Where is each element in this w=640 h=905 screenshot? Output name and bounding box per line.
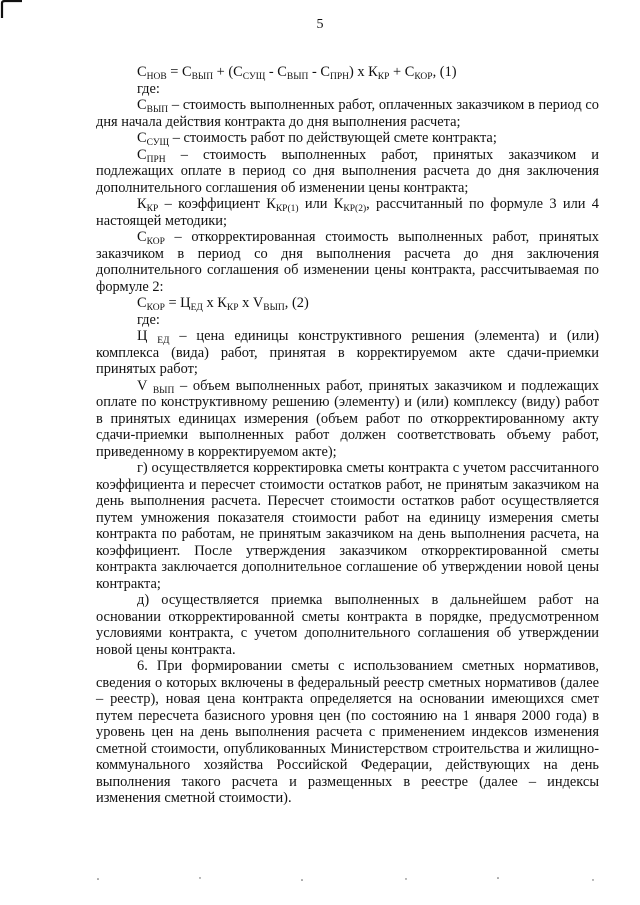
subscript: КР(2) [343,204,367,214]
subscript: СУЩ [242,72,266,82]
subscript: КР [146,204,159,214]
subscript: ЕД [190,303,203,313]
subscript: КОР [414,72,433,82]
subscript: КР [226,303,239,313]
subscript: СУЩ [146,138,170,148]
subscript: ВЫП [191,72,214,82]
definition-c-kor: $С_{КОР}$ – откорректированная стоимость выполненных работ, принятых заказчиком в период со дня выполнения расчета до дня заключения дополнительного соглашения об изменении цены контракта, рассчитываемая по формуле 2: [96,229,599,295]
subscript: ПРН [329,72,349,82]
scan-noise-dots [88,876,608,882]
paragraph-d: д) осуществляется приемка выполненных в дальнейшем работ на основании откорректированной сметы контракта в порядке, предусмотренном условиями контракта, с учетом дополнительного соглашения об утверждении новой цены контракта. [96,592,599,658]
page-number: 5 [316,17,324,32]
document-body [96,64,599,807]
scan-corner-mark [0,0,22,18]
definition-c-prn: $С_{ПРН}$ – стоимость выполненных работ, принятых заказчиком и подлежащих оплате в период со дня выполнения расчета до дня заключения дополнительного соглашения об изменении цены контракта; [96,146,599,196]
subscript: НОВ [146,72,167,82]
subscript: ВЫП [286,72,309,82]
where-label: где: [137,80,160,97]
paragraph-6: 6. При формировании сметы с использованием сметных нормативов, сведения о которых включены в федеральный реестр сметных нормативов (далее – реестр), новая цена контракта определяется на основании имеющихся смет путем пересчета базисного уровня цен (по состоянию на 1 января 2000 года) в уровень цен на день выполнения расчета с применением индексов изменения сметной стоимости, опубликованных Министерством строительства и жилищно-коммунального хозяйства Российской Федерации, действующих на день выполнения такого расчета и размещенных в реестре (далее – индексы изменения сметной стоимости). [96,658,599,806]
subscript: КР [377,72,390,82]
definition-c-sushch: $С_{СУЩ}$ – стоимость работ по действующей смете контракта; [137,130,497,148]
definition-k-kr: $К_{КР}$ – коэффициент $К_{КР(1)}$ или $К_{КР(2)}$, рассчитанный по формуле 3 или 4 настоящей методики; [96,196,599,229]
definition-c-vyp: $С_{ВЫП}$ – стоимость выполненных работ, оплаченных заказчиком в период со дня начала действия контракта до дня выполнения расчета; [96,97,599,130]
subscript: КОР [146,237,165,247]
subscript: ВЫП [146,105,169,115]
subscript: КОР [146,303,165,313]
subscript: ВЫП [263,303,285,313]
formula-2: $С_{КОР} = Ц_{ЕД}$ х $К_{КР}$ х $V_{ВЫП}$, (2) [137,295,309,313]
definition-v-vyp: V $_{ВЫП}$ – объем выполненных работ, принятых заказчиком и подлежащих оплате по конструктивному решению (элементу) и (или) комплексу (виду) работ в принятых единицах измерения (объем работ по откорректированному акту сдачи-приемки выполненных работ должен соответствовать объему работ, приведенному в корректируемом акте); [96,377,599,460]
subscript: КР(1) [275,204,299,214]
definition-ts-ed: Ц $_{ЕД}$ – цена единицы конструктивного решения (элемента) и (или) комплекса (вида) работ, принятая в корректируемом акте сдачи-приемки принятых работ; [96,328,600,377]
subscript: ПРН [146,154,166,165]
where-label: где: [137,311,160,328]
subscript: ВЫП [152,385,175,396]
formula-1: $С_{НОВ} = С_{ВЫП} + (С_{СУЩ} - С_{ВЫП} - С_{ПРН})$ х $К_{КР} + С_{КОР}$, (1) [137,64,457,82]
subscript: ЕД [157,336,170,346]
paragraph-g: г) осуществляется корректировка сметы контракта с учетом рассчитанного коэффициента и пересчет стоимости остатков работ, не принятым заказчиком на день выполнения расчета. Пересчет стоимости остатков работ осуществляется путем умножения показателя стоимости работ на единицу измерения сметы контракта по работам, не принятым заказчиком на день выполнения расчета, на коэффициент. После утверждения заказчиком откорректированной сметы контракта заключается дополнительное соглашение об утверждении новой цены контракта; [96,460,599,592]
